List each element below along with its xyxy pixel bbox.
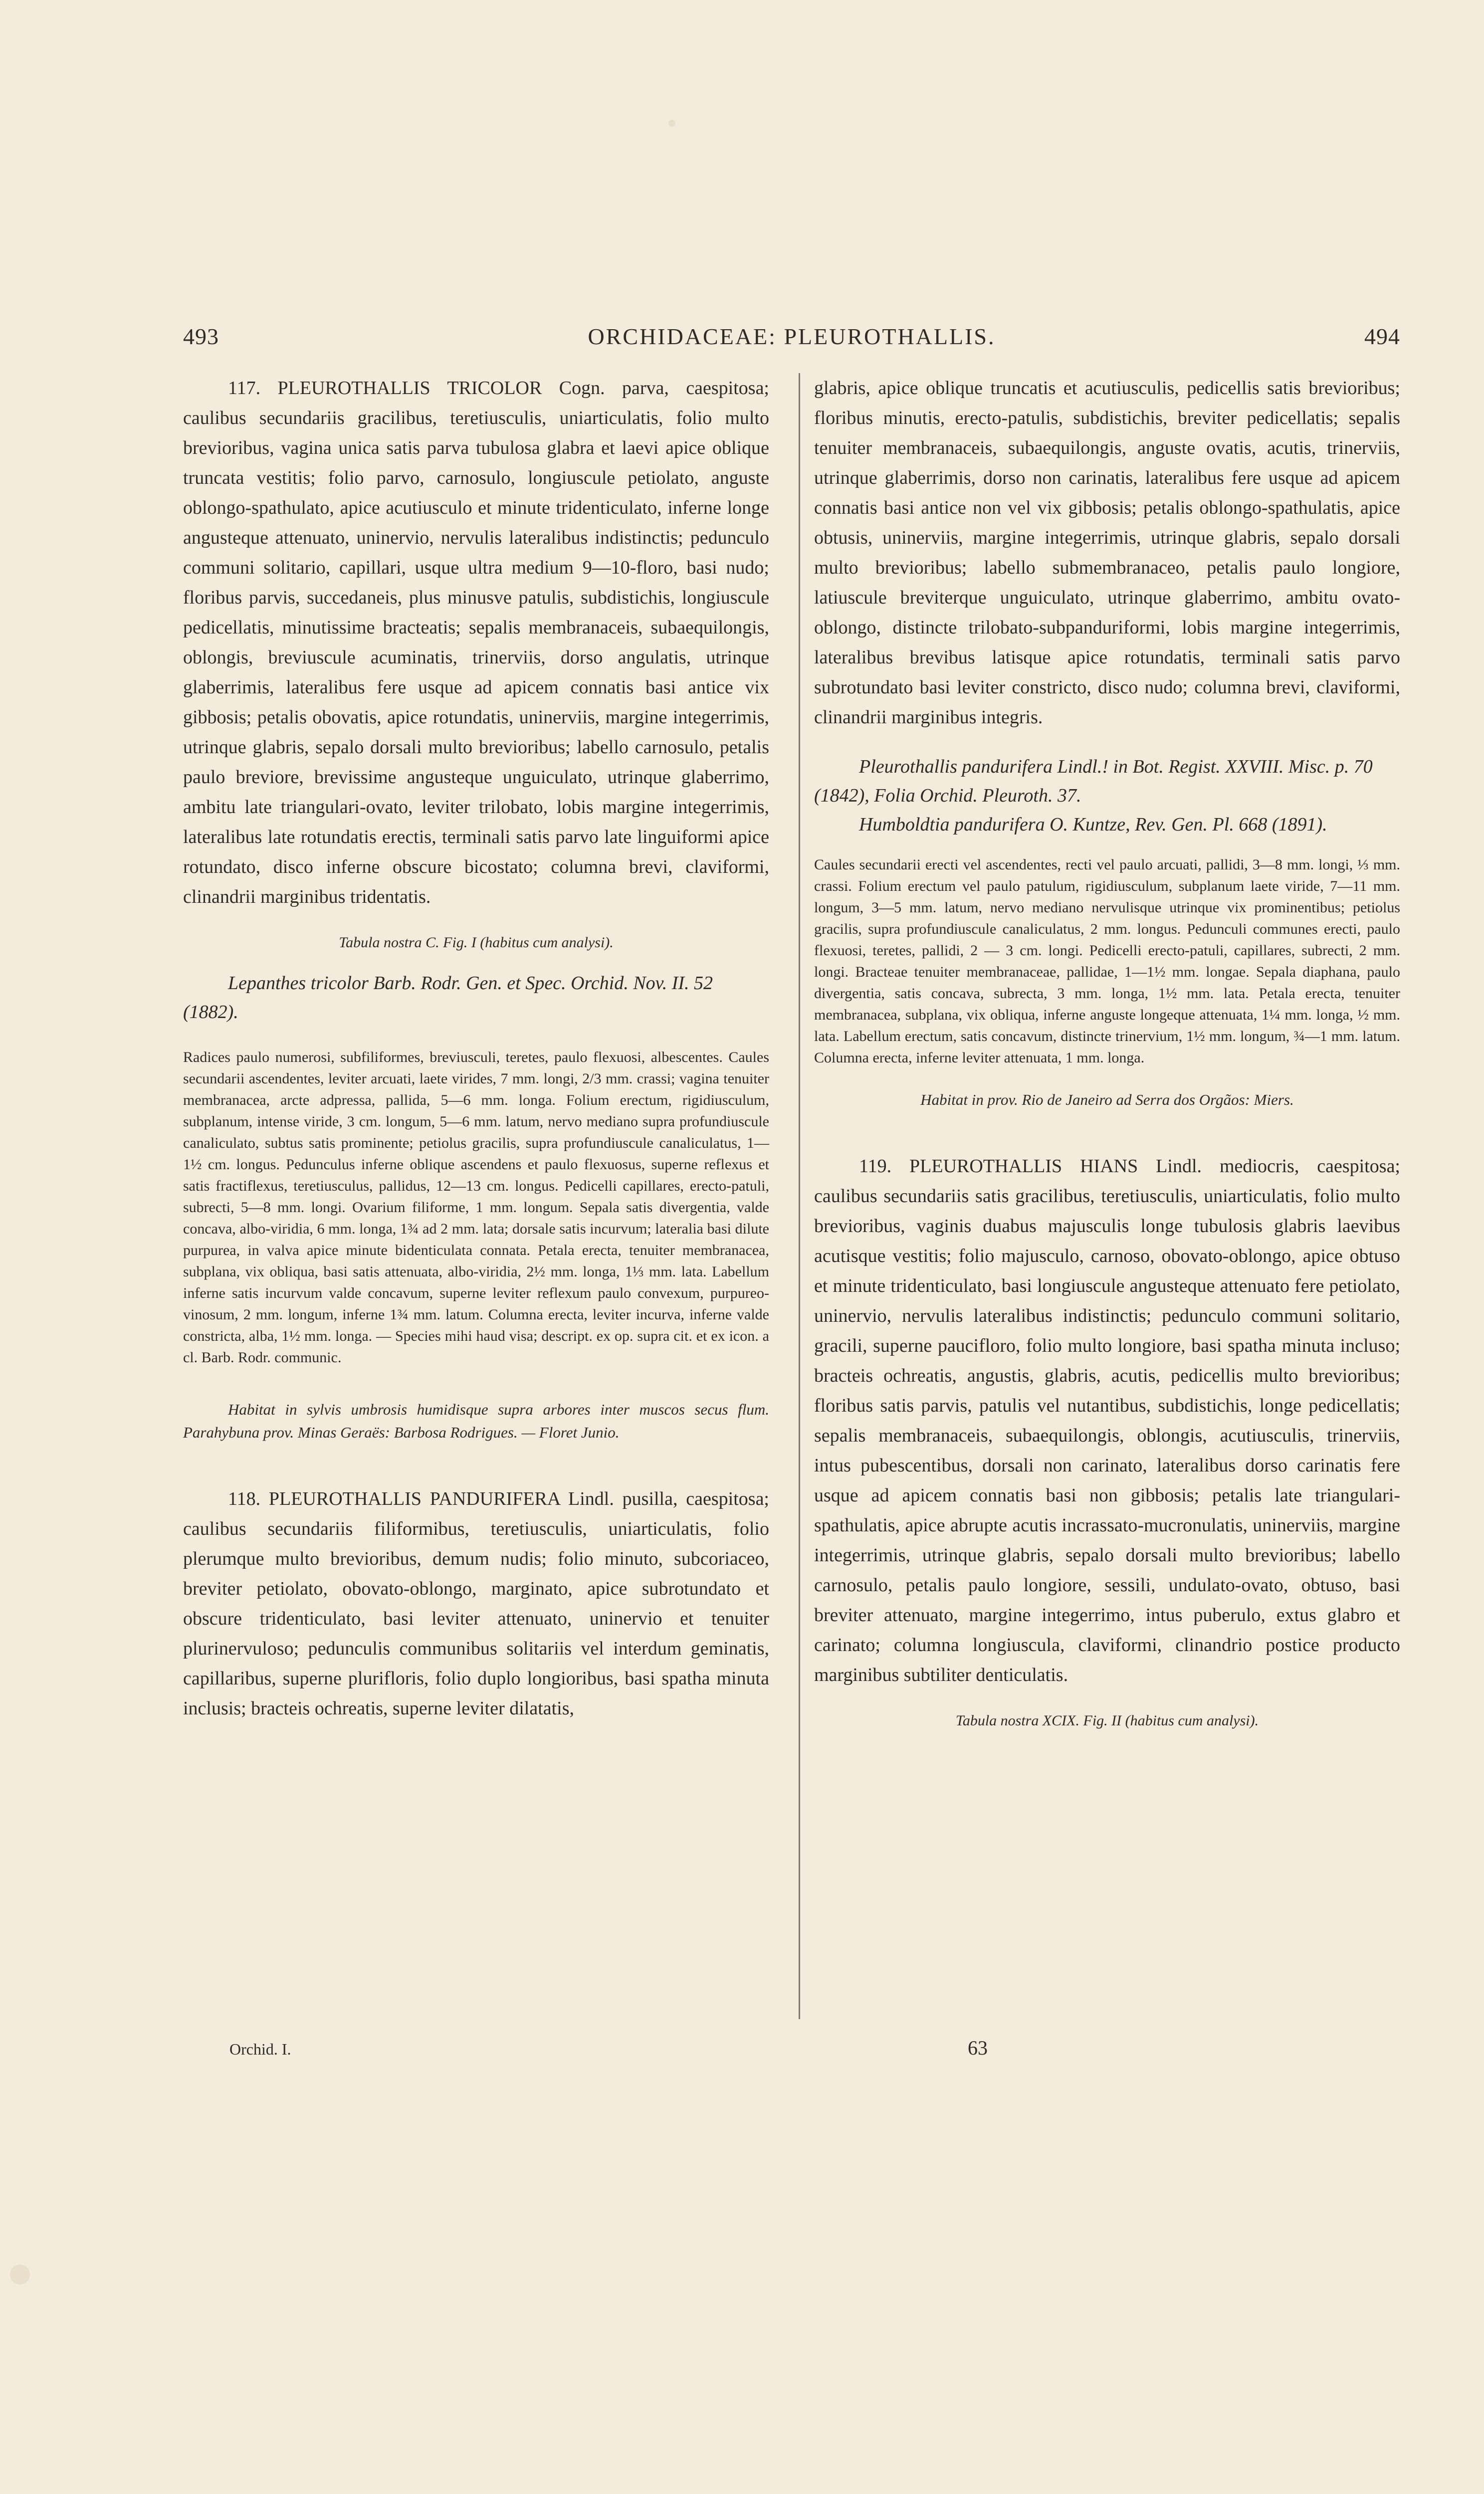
paper-stain [668,120,675,127]
column-divider [799,373,800,2019]
species-117-habitat: Habitat in sylvis umbrosis humidisque supra arbores inter muscos secus flum. Parahybuna prov. Minas Geraës: Barbosa Rodrigues. — Floret Junio. [183,1401,769,1441]
species-119-plate-reference: Tabula nostra XCIX. Fig. II (habitus cum analysi). [955,1712,1259,1729]
species-117-description: 117. PLEUROTHALLIS TRICOLOR Cogn. parva, caespitosa; caulibus secundariis gracilibus, teretiusculis, uniarticulatis, folio multo brevioribus, vagina unica satis parva tubulosa glabra et laevi apice oblique truncata vestitis; folio parvo, carnosulo, longiuscule petiolato, anguste oblongo-spathulato, apice acutiusculo et minute tridenticulato, inferne longe angusteque attenuato, uninervio, nervulis lateralibus indistinctis; pedunculo communi solitario, capillari, usque ultra medium 9—10-floro, basi nudo; floribus parvis, succedaneis, plus minusve patulis, subdistichis, longiuscule pedicellatis, minutissime bracteatis; sepalis membranaceis, subaequilongis, oblongis, breviuscule acuminatis, trinerviis, dorso angulatis, utrinque glaberrimis, lateralibus fere usque ad apicem connatis basi antice vix gibbosis; petalis obovatis, apice rotundatis, uninerviis, margine integerrimis, utrinque glabris, sepalo dorsali multo brevioribus; labello carnosulo, petalis paulo breviore, brevissime angusteque unguiculato, utrinque glaberrimo, ambitu late triangulari-ovato, leviter trilobato, lobis margine integerrimis, lateralibus late rotundatis erectis, terminali satis parvo late linguiformi apice rotundato, disco inferne obscure bicostato; columna brevi, claviformi, clinandrii marginibus tridentatis. [183,378,769,907]
species-118-citation-kuntze: Humboldtia pandurifera O. Kuntze, Rev. Gen. Pl. 668 (1891). [859,814,1327,835]
left-column [183,373,769,1723]
species-118-habitat: Habitat in prov. Rio de Janeiro ad Serra dos Orgãos: Miers. [920,1091,1294,1108]
species-119-description: 119. PLEUROTHALLIS HIANS Lindl. mediocris, caespitosa; caulibus secundariis satis gracilibus, teretiusculis, uniarticulatis, folio multo brevioribus, vaginis duabus majusculis longe tubulosis glabris laevibus acutisque vestitis; folio majusculo, carnoso, obovato-oblongo, apice obtuso et minute tridenticulato, basi longiuscule angusteque attenuato fere petiolato, uninervio, nervulis lateralibus indistinctis; pedunculo communi solitario, gracili, superne paucifloro, folio multo longiore, basi spatha minuta incluso; bracteis ochreatis, angustis, glabris, acutis, pedicellis multo brevioribus; floribus satis parvis, patulis vel nutantibus, subdistichis, longe pedicellatis; sepalis membranaceis, subaequilongis, oblongis, acutiusculis, trinerviis, intus pubescentibus, dorsali non carinato, lateralibus dorso carinatis fere usque ad apicem connatis basi non gibbosis; petalis late triangulari-spathulatis, apice abrupte acutis incrassato-mucronulatis, uninerviis, margine integerrimis, utrinque glabris, sepalo dorsali multo brevioribus; labello carnosulo, petalis paulo longiore, sessili, undulato-ovato, obtuso, basi breviter attenuato, margine integerrimo, intus puberulo, extus glabro et carinato; columna longiuscula, claviformi, clinandrio postice producto marginibus subtiliter denticulatis. [814,1156,1400,1685]
right-column [814,373,1400,1732]
species-118-description-continued: glabris, apice oblique truncatis et acutiusculis, pedicellis satis brevioribus; floribus minutis, erecto-patulis, subdistichis, breviter pedicellatis; sepalis tenuiter membranaceis, subaequilongis, anguste ovatis, acutis, trinerviis, utrinque glaberrimis, dorso non carinatis, lateralibus fere usque ad apicem connatis basi antice non vel vix gibbosis; petalis oblongo-spathulatis, apice obtusis, uninerviis, margine integerrimis, utrinque glabris, sepalo dorsali multo brevioribus; labello submembranaceo, petalis paulo longiore, latiuscule breviterque unguiculato, utrinque glaberrimo, ambitu ovato-oblongo, distincte trilobato-subpanduriformi, lobis margine integerrimis, lateralibus brevibus latisque apice rotundatis, terminali satis parvo subrotundato basi leviter constricto, disco nudo; columna brevi, claviformi, clinandrii marginibus integris. [814,378,1400,728]
sheet-number: 63 [968,2037,988,2059]
species-117-plate-reference: Tabula nostra C. Fig. I (habitus cum analysi). [339,934,614,951]
species-118-description: 118. PLEUROTHALLIS PANDURIFERA Lindl. pusilla, caespitosa; caulibus secundariis filiformibus, teretiusculis, uniarticulatis, folio plerumque multo brevioribus, demum nudis; folio minuto, subcoriaceo, breviter petiolato, obovato-oblongo, marginato, apice subrotundato et obscure tridenticulato, basi leviter attenuato, uninervio et tenuiter plurinervuloso; pedunculis communibus solitariis vel interdum geminatis, capillaribus, superne plurifloris, folio duplo longioribus, basi spatha minuta inclusis; bracteis ochreatis, superne leviter dilatatis, [183,1488,769,1719]
running-title: ORCHIDACEAE: PLEUROTHALLIS. [588,324,996,349]
page-number-left: 493 [183,324,219,349]
page-number-right: 494 [1364,324,1400,349]
species-118-citation-lindley: Pleurothallis pandurifera Lindl.! in Bot. Regist. XXVIII. Misc. p. 70 (1842), Folia Orchid. Pleuroth. 37. [814,756,1373,806]
species-118-detailed-description: Caules secundarii erecti vel ascendentes, recti vel paulo arcuati, pallidi, 3—8 mm. longi, ⅓ mm. crassi. Folium erectum vel paulo patulum, rigidiusculum, subplanum laete viride, 7—11 mm. longum, 3—5 mm. latum, nervo mediano nervulisque utrinque vix prominentibus; petiolus gracilis, supra profundiuscule canaliculatus, 2 mm. longus. Pedunculi communes erecti, paulo flexuosi, teretes, pallidi, 2 — 3 cm. longi. Pedicelli erecto-patuli, capillares, subrecti, 2 mm. longi. Bracteae tenuiter membranaceae, pallidae, 1—1½ mm. longae. Sepala diaphana, paulo divergentia, satis concava, subrecta, 3 mm. longa, 1½ mm. lata. Petala erecta, tenuiter membranacea, subplana, vix obliqua, inferne anguste longeque attenuata, 1¼ mm. longa, ½ mm. lata. Labellum erectum, satis concavum, distincte trinervium, 1½ mm. longum, ¾—1 mm. latum. Columna erecta, inferne leviter attenuata, 1 mm. longa. [814,856,1400,1066]
running-header [183,323,1400,353]
paper-stain [10,2265,30,2285]
signature-mark: Orchid. I. [229,2040,291,2058]
species-117-detailed-description: Radices paulo numerosi, subfiliformes, breviusculi, teretes, paulo flexuosi, albescentes. Caules secundarii ascendentes, leviter arcuati, laete virides, 7 mm. longi, 2/3 mm. crassi; vagina tenuiter membranacea, arcte adpressa, pallida, 5—6 mm. longa. Folium erectum, rigidiusculum, subplanum, intense viride, 3 cm. longum, 5—6 mm. latum, nervo mediano supra profundiuscule canaliculato, subtus satis prominente; petiolus gracilis, supra profundiuscule canaliculatus, 1—1½ cm. longus. Pedunculus inferne oblique ascendens et paulo flexuosus, superne reflexus et satis fractiflexus, teretiusculus, pallidus, 12—13 cm. longus. Pedicelli capillares, erecto-patuli, subrecti, 5—8 mm. longi. Ovarium filiforme, 1 mm. longum. Sepala satis divergentia, valde concava, albo-viridia, 6 mm. longa, 1¾ ad 2 mm. lata; dorsale satis incurvum; lateralia basi dilute purpurea, in valva apice minute bidenticulata connata. Petala erecta, tenuiter membranacea, subplana, vix obliqua, basi satis attenuata, albo-viridia, 2½ mm. longa, 1⅓ mm. lata. Labellum inferne satis incurvum valde concavum, superne leviter reflexum paulo convexum, purpureo-vinosum, 2 mm. longum, inferne 1¾ mm. latum. Columna erecta, leviter incurva, inferne valde constricta, alba, 1½ mm. longa. — Species mihi haud visa; descript. ex op. supra cit. et ex icon. a cl. Barb. Rodr. communic. [183,1049,769,1366]
species-117-synonym-citation: Lepanthes tricolor Barb. Rodr. Gen. et Spec. Orchid. Nov. II. 52 (1882). [183,973,713,1023]
